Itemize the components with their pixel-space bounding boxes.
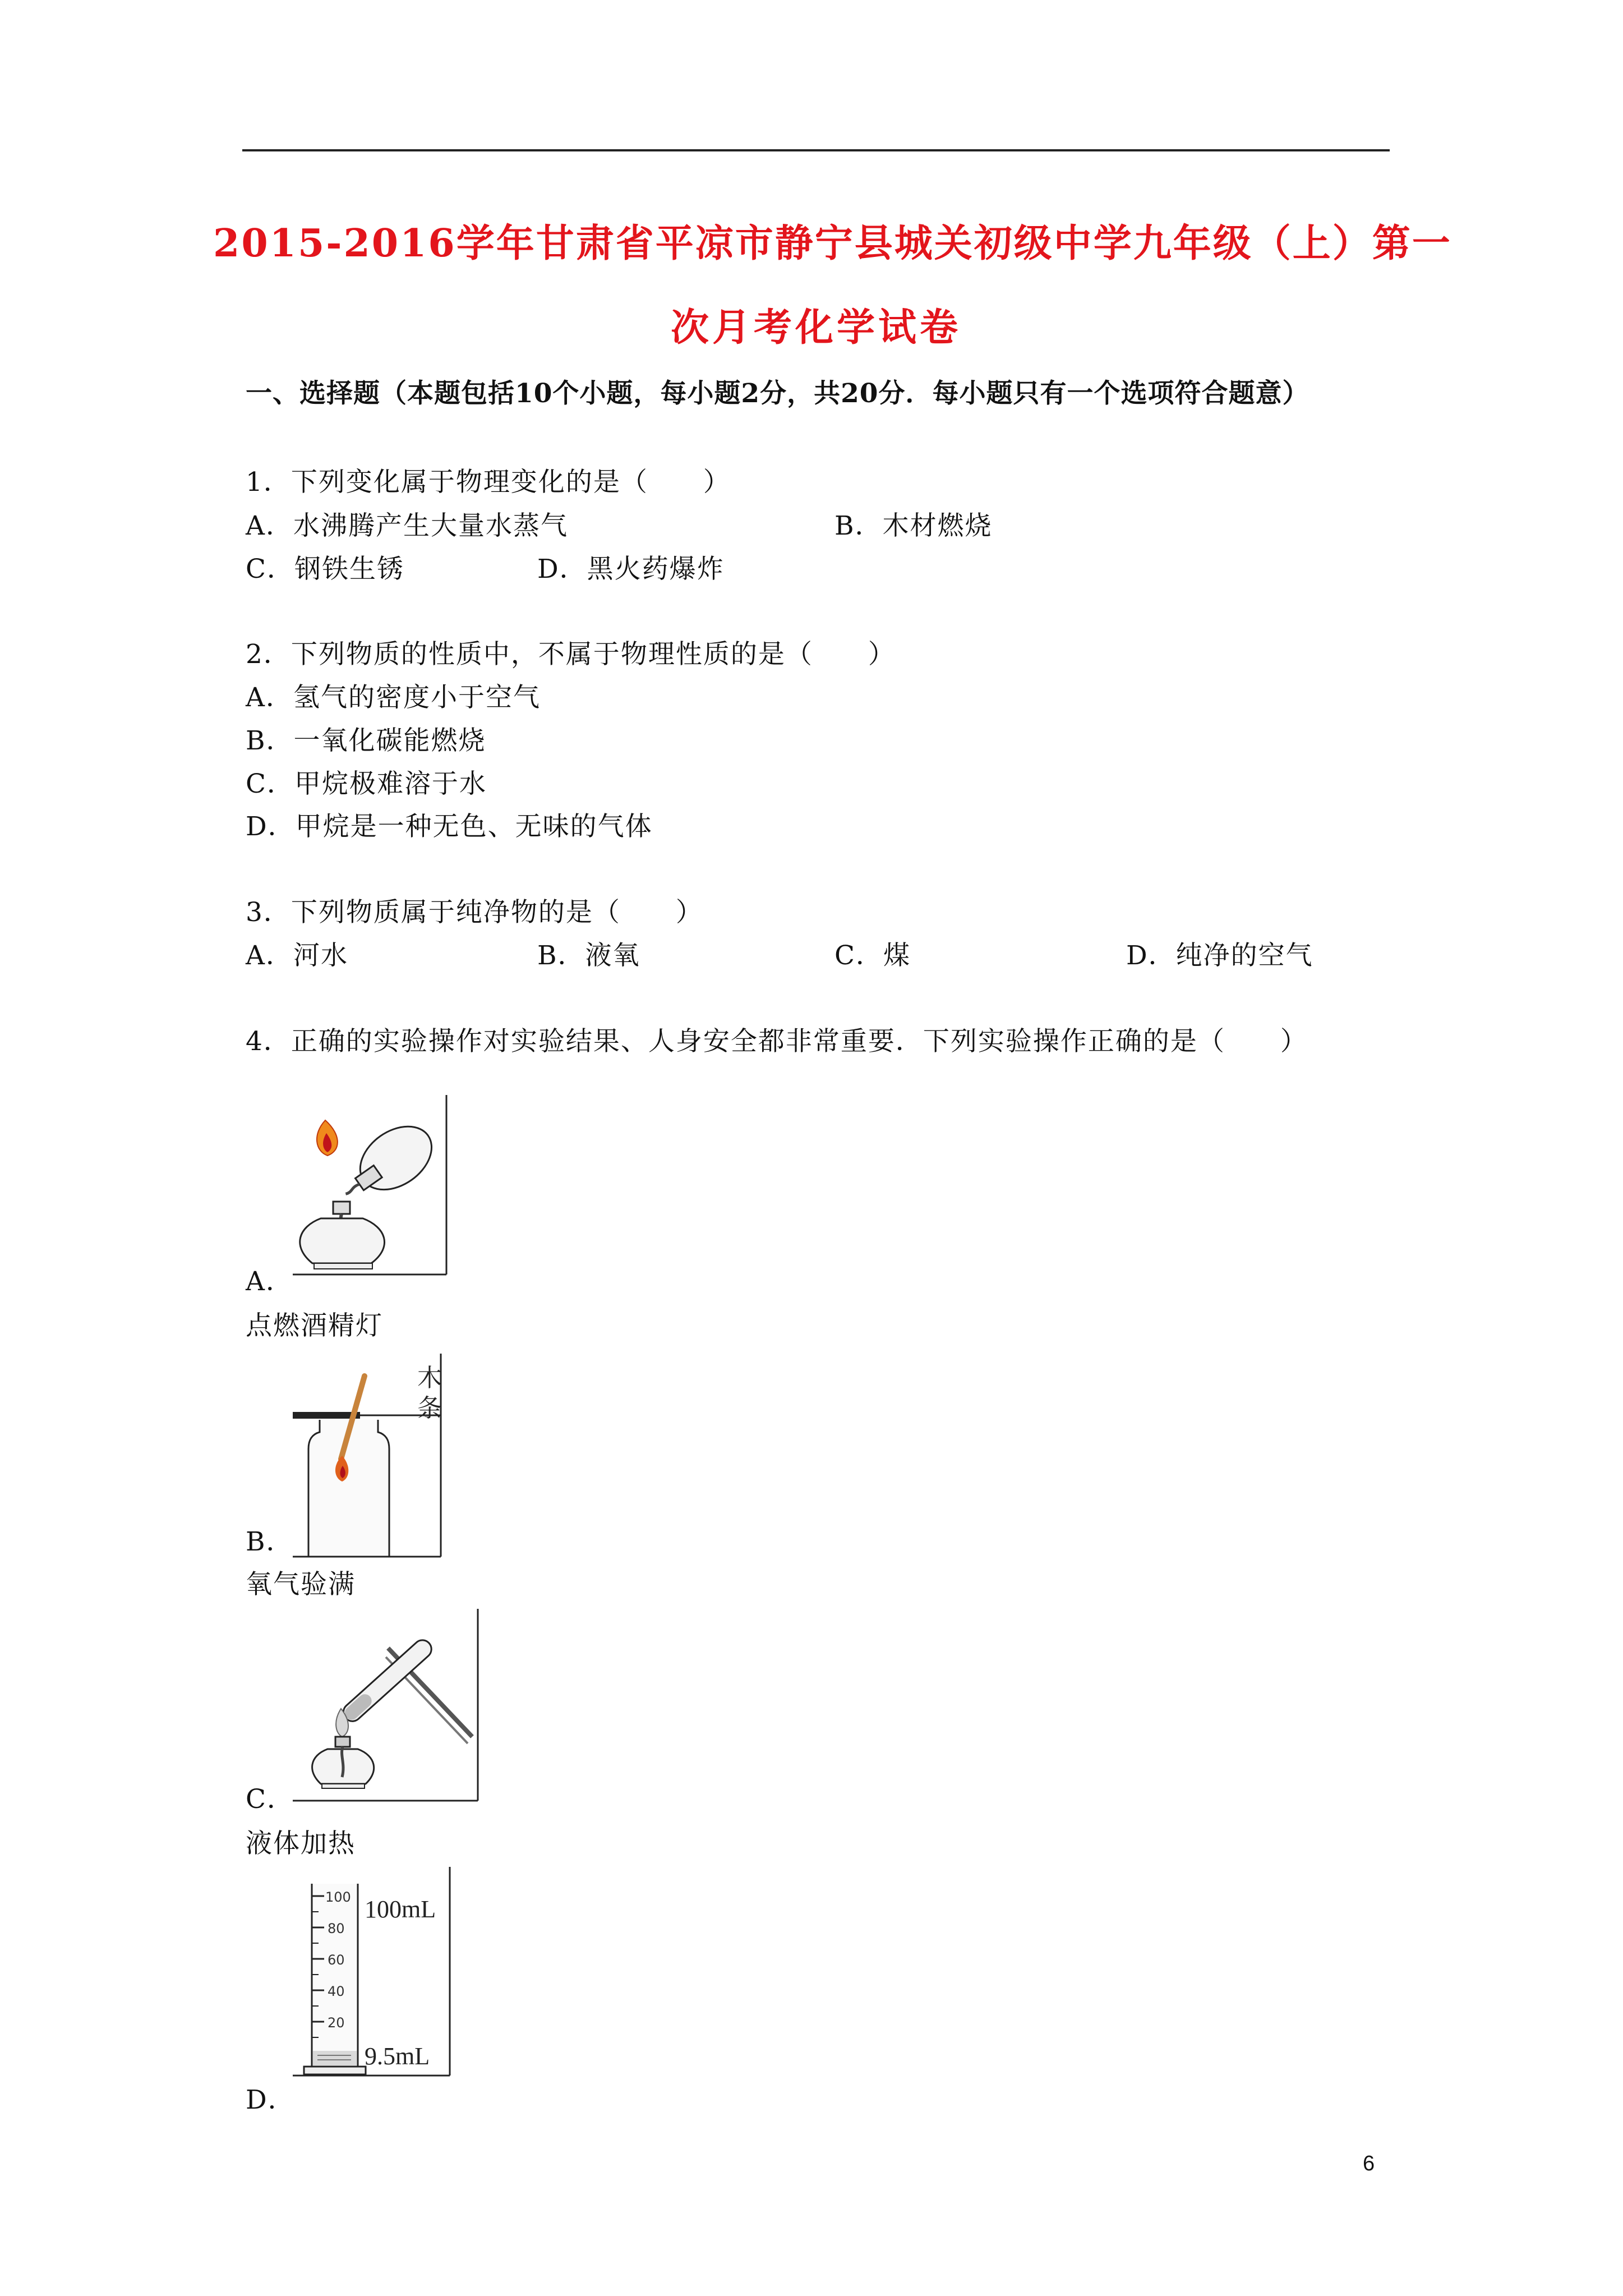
question-3-stem: 3．下列物质属于纯净物的是（ ）	[246, 897, 703, 928]
scale-label-60: 60	[328, 1952, 345, 1968]
question-4-option-b-letter: B．	[246, 1526, 294, 1557]
splint-label-char-1: 木	[417, 1364, 442, 1392]
scale-label-100: 100	[325, 1889, 351, 1905]
figure-b-oxygen-full-test	[287, 1354, 450, 1561]
tilted-lamp	[330, 1114, 444, 1216]
figure-c-heating-liquid	[287, 1609, 483, 1805]
upright-lamp	[300, 1202, 385, 1269]
question-4-stem: 4．正确的实验操作对实验结果、人身安全都非常重要．下列实验操作正确的是（ ）	[246, 1026, 1308, 1057]
question-4-option-a-caption: 点燃酒精灯	[246, 1310, 383, 1341]
question-1-stem: 1．下列变化属于物理变化的是（ ）	[246, 467, 731, 498]
page-number: 6	[1363, 2152, 1375, 2175]
question-1-option-b: B．木材燃烧	[834, 510, 993, 541]
question-3-option-a: A．河水	[246, 940, 348, 971]
liquid	[313, 2051, 357, 2065]
header-rule	[242, 149, 1390, 151]
question-3-option-c: C．煤	[834, 940, 911, 971]
question-1-option-a: A．水沸腾产生大量水蒸气	[246, 510, 568, 541]
question-2-stem: 2．下列物质的性质中，不属于物理性质的是（ ）	[246, 639, 896, 670]
question-4-option-c-letter: C．	[246, 1784, 294, 1815]
figure-a-lighting-alcohol-lamp	[287, 1095, 450, 1280]
scale-label-20: 20	[328, 2015, 345, 2031]
splint-label-char-2: 条	[417, 1394, 442, 1423]
exam-title-line-1: 2015-2016学年甘肃省平凉市静宁县城关初级中学九年级（上）第一	[213, 221, 1452, 266]
cylinder-body	[312, 1884, 358, 2067]
scale-label-80: 80	[328, 1921, 345, 1936]
question-4-option-c-caption: 液体加热	[246, 1828, 356, 1859]
question-3-option-d: D．纯净的空气	[1126, 940, 1313, 971]
figure-d-graduated-cylinder	[287, 1867, 455, 2080]
cylinder-capacity-label: 100mL	[365, 1895, 436, 1923]
question-4-option-d-letter: D．	[246, 2085, 296, 2115]
question-4-option-b-caption: 氧气验满	[246, 1569, 356, 1600]
question-2-option-a: A．氢气的密度小于空气	[246, 682, 541, 713]
question-2-option-d: D．甲烷是一种无色、无味的气体	[246, 811, 653, 842]
question-1-option-d: D．黑火药爆炸	[537, 554, 725, 585]
exam-title-line-2: 次月考化学试卷	[670, 305, 961, 350]
question-2-option-b: B．一氧化碳能燃烧	[246, 725, 486, 756]
cylinder-reading-label: 9.5mL	[365, 2042, 430, 2070]
scale-label-40: 40	[328, 1984, 345, 1999]
question-2-option-c: C．甲烷极难溶于水	[246, 769, 487, 799]
cylinder-base	[304, 2067, 366, 2074]
question-3-option-b: B．液氧	[537, 940, 640, 971]
question-1-option-c: C．钢铁生锈	[246, 554, 404, 585]
question-4-option-a-letter: A．	[246, 1266, 293, 1297]
section-heading: 一、选择题（本题包括10个小题，每小题2分，共20分．每小题只有一个选项符合题意）	[246, 378, 1310, 409]
